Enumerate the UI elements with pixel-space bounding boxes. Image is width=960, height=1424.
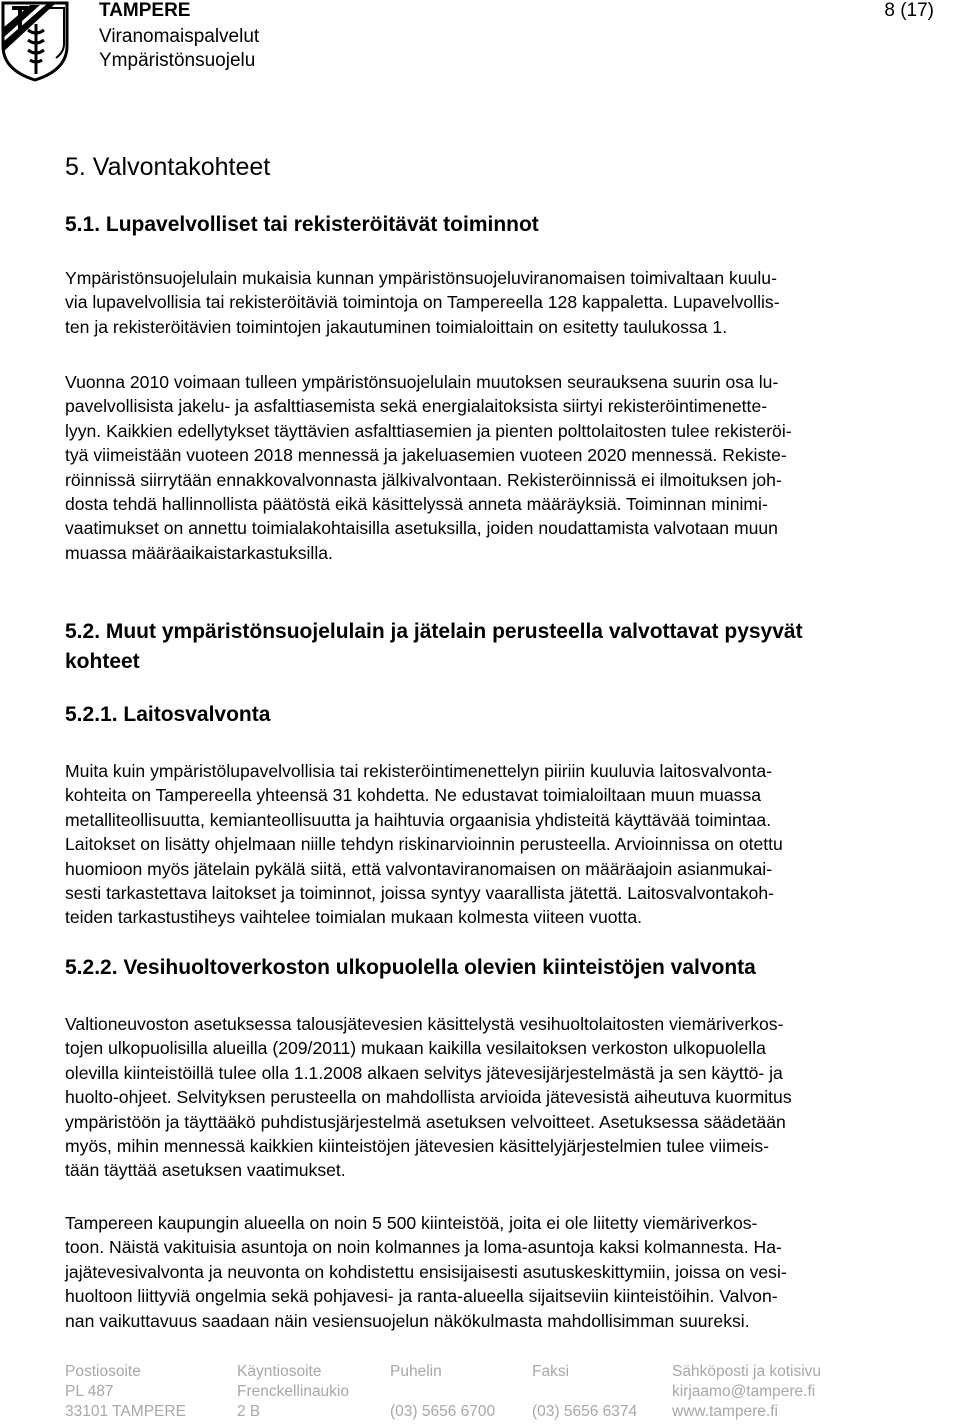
footer-fax	[532, 1362, 637, 1422]
text-line: tyä viimeistään vuoteen 2018 mennessä ja jakeluasemien vuoteen 2020 mennessä. Rekiste-	[65, 445, 787, 466]
header-unit: Ympäristönsuojelu	[99, 50, 256, 71]
footer-label: Sähköposti ja kotisivu	[672, 1363, 822, 1380]
text-line: Laitokset on lisätty ohjelmaan niille tehdyn riskinarvioinnin perusteella. Arvioinnissa on otettu	[65, 834, 783, 855]
subsection-heading-5-2-1: 5.2.1. Laitosvalvonta	[65, 703, 271, 726]
paragraph-5-2-1	[65, 759, 960, 930]
footer-value: 33101 TAMPERE	[65, 1403, 186, 1420]
text-line: lyyn. Kaikkien edellytykset täyttävien asfalttiasemien ja pienten polttolaitosten tulee rekisteröi-	[65, 420, 792, 441]
text-line: ympäristöön ja täyttääkö puhdistusjärjestelmä asetuksen velvoitteet. Asetuksessa säädetään	[65, 1111, 786, 1132]
footer-visiting-address	[237, 1362, 349, 1422]
footer-value: (03) 5656 6374	[532, 1403, 638, 1420]
text-line: myös, mihin mennessä kaikkien kiinteistöjen jätevesien käsittelyjärjestelmien tulee viimeis-	[65, 1136, 770, 1157]
footer-label: Käyntiosoite	[237, 1363, 322, 1380]
text-line: pavelvollisista jakelu- ja asfalttiasemista sekä energialaitoksista siirtyi rekisteröintimenette-	[65, 396, 768, 417]
text-line: Muita kuin ympäristölupavelvollisia tai rekisteröintimenettelyn piiriin kuuluvia laitosvalvonta-	[65, 761, 772, 781]
section-heading: 5. Valvontakohteet	[65, 153, 271, 181]
subsection-heading-5-1: 5.1. Lupavelvolliset tai rekisteröitävät toiminnot	[65, 213, 539, 236]
paragraph-5-1-intro	[65, 266, 960, 339]
paragraph-5-1-registration	[65, 370, 960, 565]
footer-label: Faksi	[532, 1363, 570, 1380]
footer-value: PL 487	[65, 1383, 114, 1400]
footer-value: (03) 5656 6700	[390, 1403, 496, 1420]
footer-phone	[390, 1362, 495, 1422]
page-number: 8 (17)	[884, 0, 934, 21]
text-line: toon. Näistä vakituisia asuntoja on noin kolmannes ja loma-asuntoja kaksi kolmannesta. Ha-	[65, 1237, 782, 1258]
text-line: kohteita on Tampereella yhteensä 31 kohdetta. Ne edustavat toimialoiltaan muun muassa	[65, 785, 762, 806]
footer-label: Puhelin	[390, 1363, 442, 1380]
page-footer	[65, 1362, 960, 1424]
heading-line: 5.2. Muut ympäristönsuojelulain ja jätelain perusteella valvottavat pysyvät	[65, 620, 803, 643]
text-line: ten ja rekisteröitävien toimintojen jakautuminen toimialoittain on esitetty taulukossa 1.	[65, 316, 728, 337]
footer-value: 2 B	[237, 1403, 261, 1420]
text-line: tojen ulkopuolisilla alueilla (209/2011) mukaan kaikilla vesilaitoksen verkoston ulkopuolella	[65, 1038, 766, 1059]
header-department: Viranomaispalvelut	[99, 26, 260, 47]
footer-value	[390, 1382, 495, 1402]
text-line: tään täyttää asetuksen vaatimukset.	[65, 1160, 346, 1181]
text-line: Tampereen kaupungin alueella on noin 5 500 kiinteistöä, joita ei ole liitetty viemäriverkos-	[65, 1213, 758, 1233]
text-line: huoltoon liittyviä ongelmia sekä pohjavesi- ja ranta-alueella sijaitseviin kiinteistöihin. Valvon-	[65, 1286, 778, 1307]
text-line: Ympäristönsuojelulain mukaisia kunnan ympäristönsuojeluviranomaisen toimivaltaan kuulu-	[65, 268, 777, 288]
footer-label: Postiosoite	[65, 1363, 141, 1380]
text-line: dosta tehdä hallinnollista päätöstä eikä käsittelyssä anneta määräyksiä. Toiminnan minimi-	[65, 494, 768, 515]
text-line: Valtioneuvoston asetuksessa talousjätevesien käsittelystä vesihuoltolaitosten viemäriverkos-	[65, 1014, 784, 1034]
text-line: olevilla kiinteistöillä tulee olla 1.1.2008 alkaen selvitys jätevesijärjestelmästä ja sen käyttö- ja	[65, 1062, 783, 1083]
paragraph-5-2-2-properties	[65, 1211, 960, 1333]
text-line: via lupavelvollisia tai rekisteröitäviä toimintoja on Tampereella 128 kappaletta. Lupavelvollis-	[65, 292, 780, 313]
text-line: muassa määräaikaistarkastuksilla.	[65, 542, 333, 563]
text-line: Vuonna 2010 voimaan tulleen ympäristönsuojelulain muutoksen seurauksena suurin osa lu-	[65, 372, 779, 392]
header-organization: TAMPERE	[99, 0, 191, 21]
footer-website-link[interactable]: www.tampere.fi	[672, 1403, 778, 1420]
text-line: nan vaikuttavuus saadaan näin vesiensuojelun näkökulmasta mahdollisimman suureksi.	[65, 1310, 750, 1331]
footer-value: Frenckellinaukio	[237, 1383, 349, 1400]
subsection-heading-5-2	[65, 617, 955, 677]
text-line: vaatimukset on annettu toimialakohtaisilla asetuksilla, joiden noudattamista valvotaan muun	[65, 518, 778, 539]
text-line: sesti tarkastettava laitokset ja toiminnot, joissa syntyy vaarallista jätettä. Laitosvalvontakoh-	[65, 883, 774, 904]
heading-line: kohteet	[65, 650, 140, 673]
footer-email-website	[672, 1362, 821, 1422]
subsection-heading-5-2-2: 5.2.2. Vesihuoltoverkoston ulkopuolella olevien kiinteistöjen valvonta	[65, 956, 756, 979]
text-line: jajätevesivalvonta ja neuvonta on kohdistettu ensisijaisesti asutuskeskittymiin, joissa on vesi-	[65, 1261, 787, 1282]
tampere-coat-of-arms-logo	[0, 0, 70, 82]
paragraph-5-2-2-regulation	[65, 1012, 960, 1183]
footer-email-link[interactable]: kirjaamo@tampere.fi	[672, 1383, 816, 1400]
text-line: röinnissä siirrytään ennakkovalvonnasta jälkivalvontaan. Rekisteröinnissä ei ilmoituksen joh-	[65, 469, 782, 490]
text-line: huomioon myös jätelain pykälä siitä, että valvontaviranomaisen on määräajoin asianmukai-	[65, 858, 773, 879]
footer-postal-address	[65, 1362, 186, 1422]
text-line: teiden tarkastustiheys vaihtelee toimialan mukaan kolmesta viiteen vuotta.	[65, 907, 642, 928]
text-line: huolto-ohjeet. Selvityksen perusteella on mahdollista arvioida jätevesistä aiheutuva kuormitus	[65, 1087, 792, 1108]
footer-value	[532, 1382, 637, 1402]
text-line: metalliteollisuutta, kemianteollisuutta ja haihtuvia orgaanisia yhdisteitä käyttävää toimintaa.	[65, 809, 772, 830]
